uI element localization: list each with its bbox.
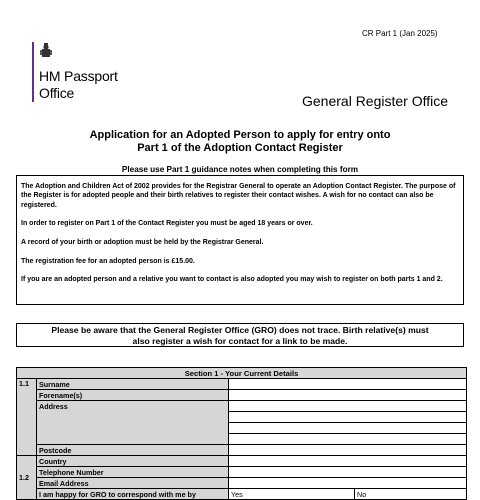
correspond-no-option[interactable]: No xyxy=(355,489,467,500)
address-field-line1[interactable] xyxy=(229,401,467,412)
logo-text-line2: Office xyxy=(39,85,75,101)
section1-heading: Section 1 - Your Current Details xyxy=(17,368,467,379)
address-field-line4[interactable] xyxy=(229,434,467,445)
warning-box xyxy=(16,323,464,347)
row-number-1-2: 1.2 xyxy=(17,456,37,500)
info-box xyxy=(16,175,464,305)
address-field-line3[interactable] xyxy=(229,423,467,434)
surname-field[interactable] xyxy=(229,379,467,390)
telephone-label: Telephone Number xyxy=(37,467,229,478)
info-paragraph: The registration fee for an adopted person is £15.00. xyxy=(21,258,195,265)
title-line1: Application for an Adopted Person to apply for entry onto xyxy=(89,129,391,141)
correspond-label: I am happy for GRO to correspond with me by xyxy=(37,489,229,500)
address-label: Address xyxy=(37,401,229,412)
address-field-line2[interactable] xyxy=(229,412,467,423)
postcode-field[interactable] xyxy=(229,445,467,456)
country-label: Country xyxy=(37,456,229,467)
title-line2: Part 1 of the Adoption Contact Register xyxy=(137,142,343,154)
section1-table xyxy=(16,367,467,500)
address-label-space xyxy=(37,423,229,434)
guidance-note: Please use Part 1 guidance notes when completing this form xyxy=(121,165,359,174)
form-title xyxy=(0,129,480,155)
royal-crest-icon xyxy=(39,43,53,59)
address-label-space xyxy=(37,412,229,423)
info-paragraph: The Adoption and Children Act of 2002 provides for the Registrar General to operate an Adoption Contact Register. The purpose of the Register is for adopted people and their birth relatives to register their contact wishes. A wish for no contact can also be registered. xyxy=(21,183,456,209)
info-paragraph: A record of your birth or adoption must be held by the Registrar General. xyxy=(21,239,264,246)
country-field[interactable] xyxy=(229,456,467,467)
warning-line2: also register a wish for contact for a link to be made. xyxy=(132,336,348,346)
hmpo-logo xyxy=(32,42,142,102)
telephone-field[interactable] xyxy=(229,467,467,478)
surname-label: Surname xyxy=(37,379,229,390)
info-paragraph: In order to register on Part 1 of the Contact Register you must be aged 18 years or over. xyxy=(21,220,313,227)
address-label-space xyxy=(37,434,229,445)
postcode-label: Postcode xyxy=(37,445,229,456)
logo-text-line1: HM Passport xyxy=(39,68,118,84)
form-reference: CR Part 1 (Jan 2025) xyxy=(362,29,438,38)
row-number-1-1: 1.1 xyxy=(17,379,37,456)
email-field[interactable] xyxy=(229,478,467,489)
info-paragraph: If you are an adopted person and a relative you want to contact is also adopted you may wish to register on both parts 1 and 2. xyxy=(21,276,443,283)
forenames-label: Forename(s) xyxy=(37,390,229,401)
forenames-field[interactable] xyxy=(229,390,467,401)
warning-line1: Please be aware that the General Register Office (GRO) does not trace. Birth relative(s) must xyxy=(51,325,429,335)
logo-bar xyxy=(32,42,34,102)
correspond-yes-option[interactable]: Yes xyxy=(229,489,355,500)
organisation-name: General Register Office xyxy=(302,93,449,109)
email-label: Email Address xyxy=(37,478,229,489)
